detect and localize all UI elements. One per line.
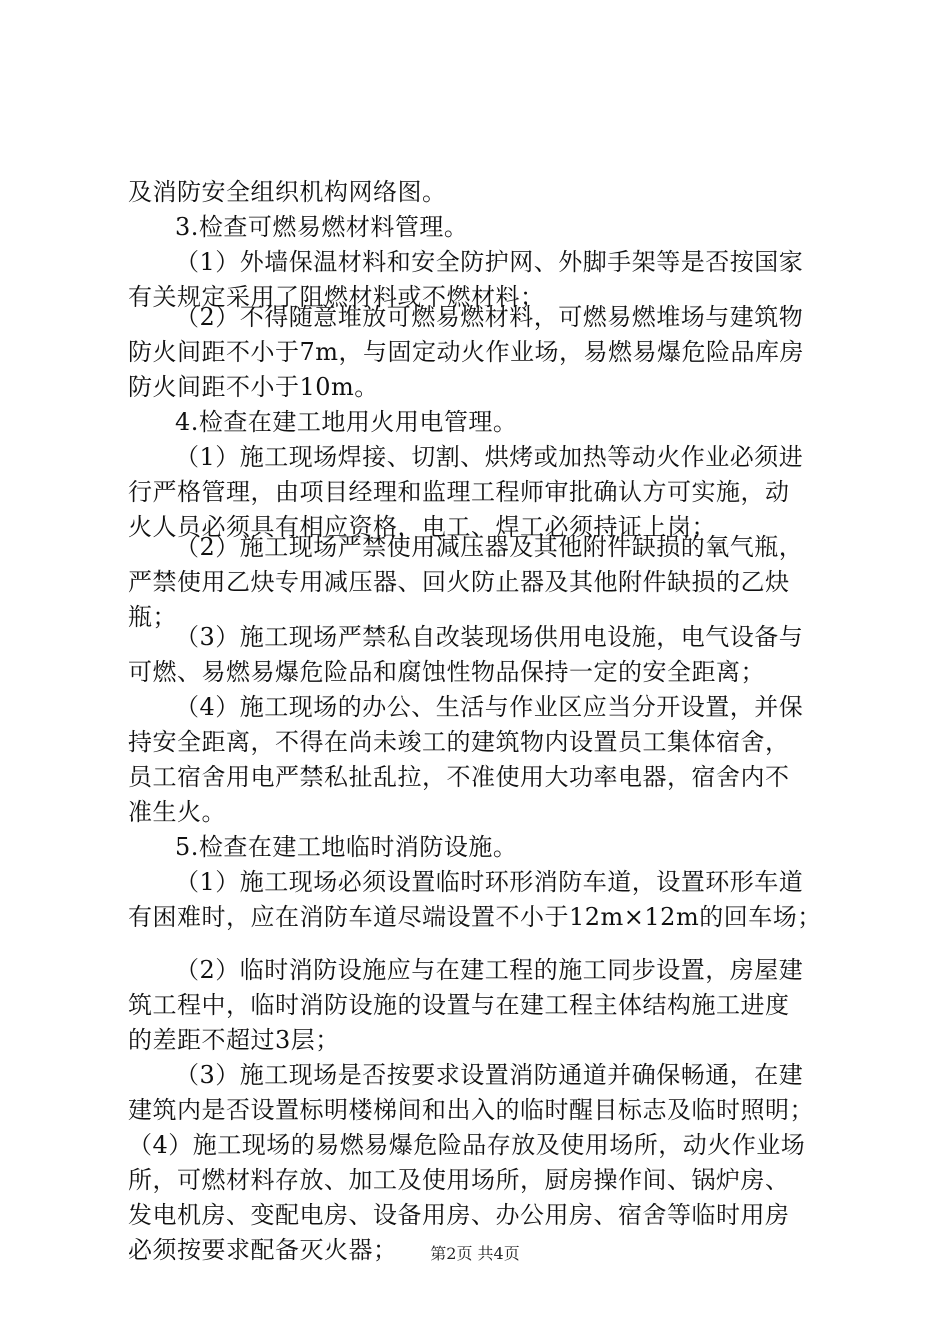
text-line: 准生火。 xyxy=(128,798,226,826)
text-line: 发电机房、变配电房、设备用房、办公用房、宿舍等临时用房 xyxy=(128,1201,790,1229)
text-line: 持安全距离，不得在尚未竣工的建筑物内设置员工集体宿舍， xyxy=(128,728,790,756)
text-line: （1）施工现场必须设置临时环形消防车道，设置环形车道 xyxy=(175,868,804,896)
text-line: 行严格管理，由项目经理和监理工程师审批确认方可实施，动 xyxy=(128,478,790,506)
text-line: 防火间距不小于7m，与固定动火作业场，易燃易爆危险品库房 xyxy=(128,338,805,366)
text-line: （1）施工现场焊接、切割、烘烤或加热等动火作业必须进 xyxy=(175,443,804,471)
text-line: （4）施工现场的办公、生活与作业区应当分开设置，并保 xyxy=(175,693,804,721)
text-line: 所，可燃材料存放、加工及使用场所，厨房操作间、锅炉房、 xyxy=(128,1166,790,1194)
section-heading: 3.检查可燃易燃材料管理。 xyxy=(175,213,469,241)
text-line: 有关规定采用了阻燃材料或不燃材料； xyxy=(128,283,545,311)
text-line: 瓶； xyxy=(128,603,177,631)
text-line: （4）施工现场的易燃易爆危险品存放及使用场所，动火作业场 xyxy=(128,1131,806,1159)
text-line: 员工宿舍用电严禁私扯乱拉，不准使用大功率电器，宿舍内不 xyxy=(128,763,790,791)
text-line: 有困难时，应在消防车道尽端设置不小于12m×12m的回车场； xyxy=(128,903,822,931)
text-line: 必须按要求配备灭火器； xyxy=(128,1236,398,1264)
text-line: 防火间距不小于10m。 xyxy=(128,373,379,401)
section-heading: 5.检查在建工地临时消防设施。 xyxy=(175,833,518,861)
text-line: （2）不得随意堆放可燃易燃材料，可燃易燃堆场与建筑物 xyxy=(175,303,804,331)
text-line: （2）临时消防设施应与在建工程的施工同步设置，房屋建 xyxy=(175,956,804,984)
text-line: 严禁使用乙炔专用减压器、回火防止器及其他附件缺损的乙炔 xyxy=(128,568,790,596)
text-line: 筑工程中，临时消防设施的设置与在建工程主体结构施工进度 xyxy=(128,991,790,1019)
text-line: （3）施工现场严禁私自改装现场供用电设施，电气设备与 xyxy=(175,623,804,651)
text-line: （3）施工现场是否按要求设置消防通道并确保畅通，在建 xyxy=(175,1061,804,1089)
text-line: 火人员必须具有相应资格，电工、焊工必须持证上岗； xyxy=(128,513,716,541)
text-line: （1）外墙保温材料和安全防护网、外脚手架等是否按国家 xyxy=(175,248,804,276)
section-heading: 4.检查在建工地用火用电管理。 xyxy=(175,408,518,436)
text-line: 的差距不超过3层； xyxy=(128,1026,340,1054)
text-line: 建筑内是否设置标明楼梯间和出入的临时醒目标志及临时照明； xyxy=(128,1096,814,1124)
text-line: （2）施工现场严禁使用减压器及其他附件缺损的氧气瓶， xyxy=(175,533,804,561)
text-line: 及消防安全组织机构网络图。 xyxy=(128,178,447,206)
text-line: 可燃、易燃易爆危险品和腐蚀性物品保持一定的安全距离； xyxy=(128,658,765,686)
page-footer: 第2页 共4页 xyxy=(430,1244,520,1263)
